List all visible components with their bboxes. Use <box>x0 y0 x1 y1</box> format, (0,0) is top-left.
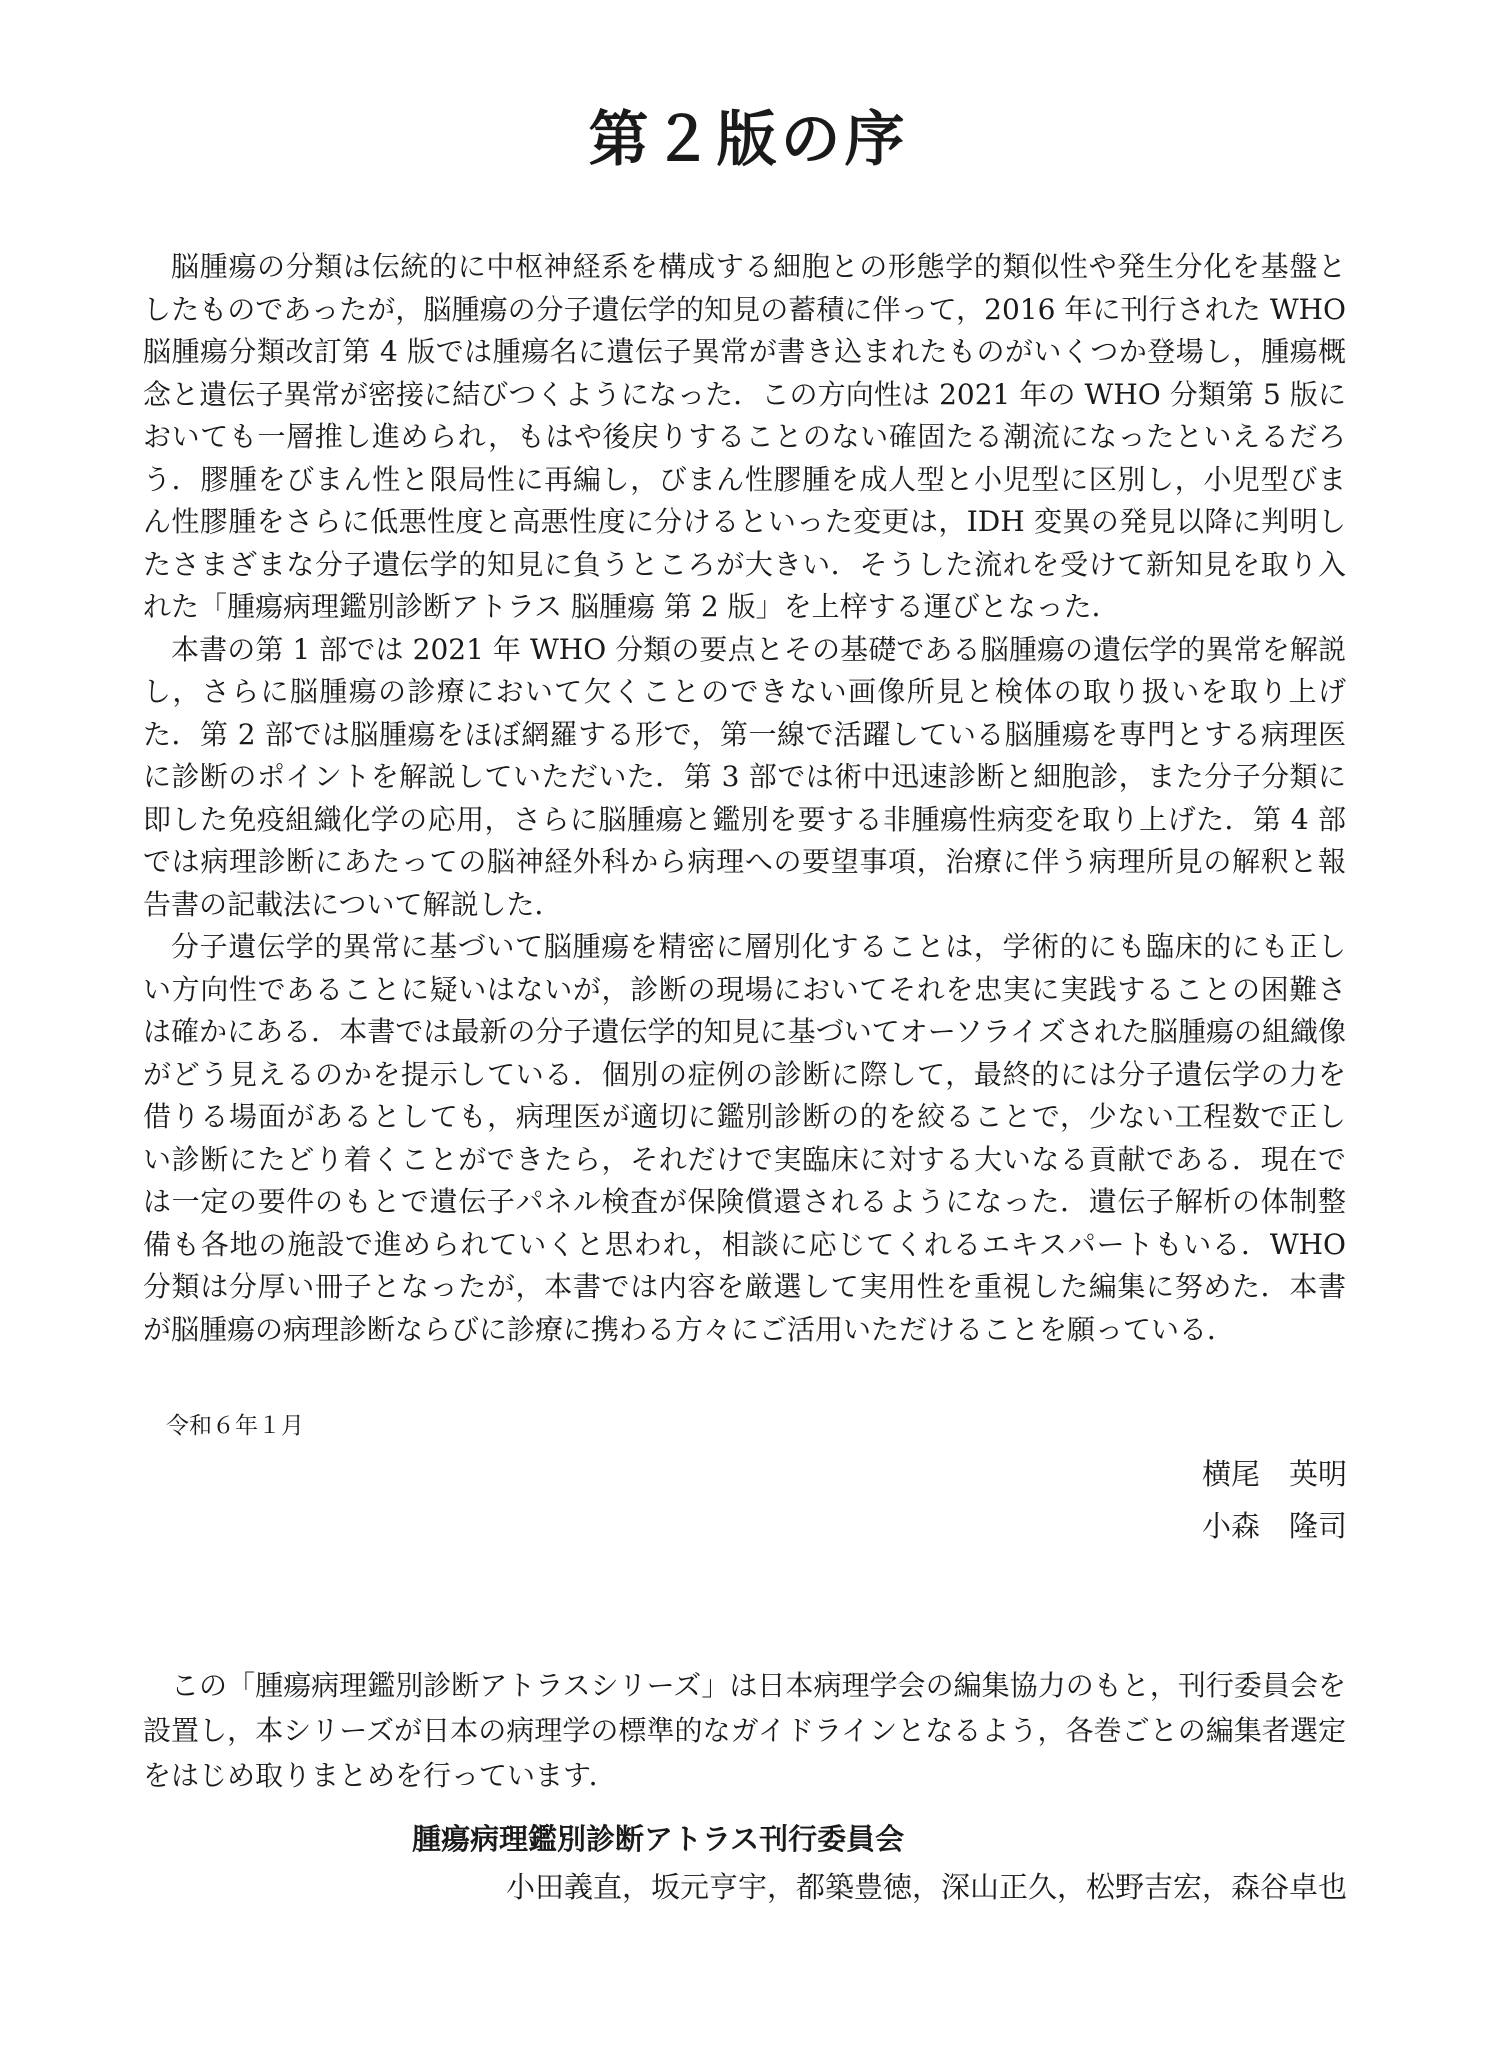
signer-name-2: 小森 隆司 <box>1201 1509 1347 1543</box>
committee-members: 小田義直，坂元亨宇，都築豊徳，深山正久，松野吉宏，森谷卓也 <box>505 1870 1347 1904</box>
page-title: 第２版の序 <box>588 105 909 175</box>
preface-body <box>143 246 1346 1351</box>
committee-name: 腫瘍病理鑑別診断アトラス刊行委員会 <box>412 1822 905 1856</box>
preface-paragraph-3: 分子遺伝学的異常に基づいて脳腫瘍を精密に層別化することは，学術的にも臨床的にも正しい方向性であることに疑いはないが，診断の現場においてそれを忠実に実践することの困難さは確かにある．本書では最新の分子遺伝学的知見に基づいてオーソライズされた脳腫瘍の組織像がどう見えるのかを提示している．個別の症例の診断に際して，最終的には分子遺伝学の力を借りる場面があるとしても，病理医が適切に鑑別診断の的を絞ることで，少ない工程数で正しい診断にたどり着くことができたら，それだけで実臨床に対する大いなる貢献である．現在では一定の要件のもとで遺伝子パネル検査が保険償還されるようになった．遺伝子解析の体制整備も各地の施設で進められていくと思われ，相談に応じてくれるエキスパートもいる．WHO 分類は分厚い冊子となったが，本書では内容を厳選して実用性を重視した編集に努めた．本書が脳腫瘍の病理診断ならびに診療に携わる方々にご活用いただけることを願っている． <box>143 930 1346 1346</box>
preface-paragraph-2: 本書の第 1 部では 2021 年 WHO 分類の要点とその基礎である脳腫瘍の遺伝学的異常を解説し，さらに脳腫瘍の診療において欠くことのできない画像所見と検体の取り扱いを取り上げた．第 2 部では脳腫瘍をほぼ網羅する形で，第一線で活躍している脳腫瘍を専門とする病理医に診断のポイントを解説していただいた．第 3 部では術中迅速診断と細胞診，また分子分類に即した免疫組織化学の応用，さらに脳腫瘍と鑑別を要する非腫瘍性病変を取り上げた．第 4 部では病理診断にあたっての脳神経外科から病理への要望事項，治療に伴う病理所見の解釈と報告書の記載法について解説した． <box>143 632 1346 921</box>
signers-block <box>1202 1448 1347 1552</box>
preface-paragraph-1: 脳腫瘍の分類は伝統的に中枢神経系を構成する細胞との形態学的類似性や発生分化を基盤としたものであったが，脳腫瘍の分子遺伝学的知見の蓄積に伴って，2016 年に刊行された WHO 脳腫瘍分類改訂第 4 版では腫瘍名に遺伝子異常が書き込まれたものがいくつか登場し，腫瘍概念と遺伝子異常が密接に結びつくようになった．この方向性は 2021 年の WHO 分類第 5 版においても一層推し進められ，もはや後戻りすることのない確固たる潮流になったといえるだろう．膠腫をびまん性と限局性に再編し，びまん性膠腫を成人型と小児型に区別し，小児型びまん性膠腫をさらに低悪性度と高悪性度に分けるといった変更は，IDH 変異の発見以降に判明したさまざまな分子遺伝学的知見に負うところが大きい．そうした流れを受けて新知見を取り入れた「腫瘍病理鑑別診断アトラス 脳腫瘍 第 2 版」を上梓する運びとなった． <box>143 250 1346 623</box>
preface-date: 令和６年１月 <box>166 1413 304 1439</box>
signer-name-1: 横尾 英明 <box>1201 1457 1347 1491</box>
series-note: この「腫瘍病理鑑別診断アトラスシリーズ」は日本病理学会の編集協力のもと，刊行委員会を設置し，本シリーズが日本の病理学の標準的なガイドラインとなるよう，各巻ごとの編集者選定をはじめ取りまとめを行っています． <box>143 1669 1346 1792</box>
